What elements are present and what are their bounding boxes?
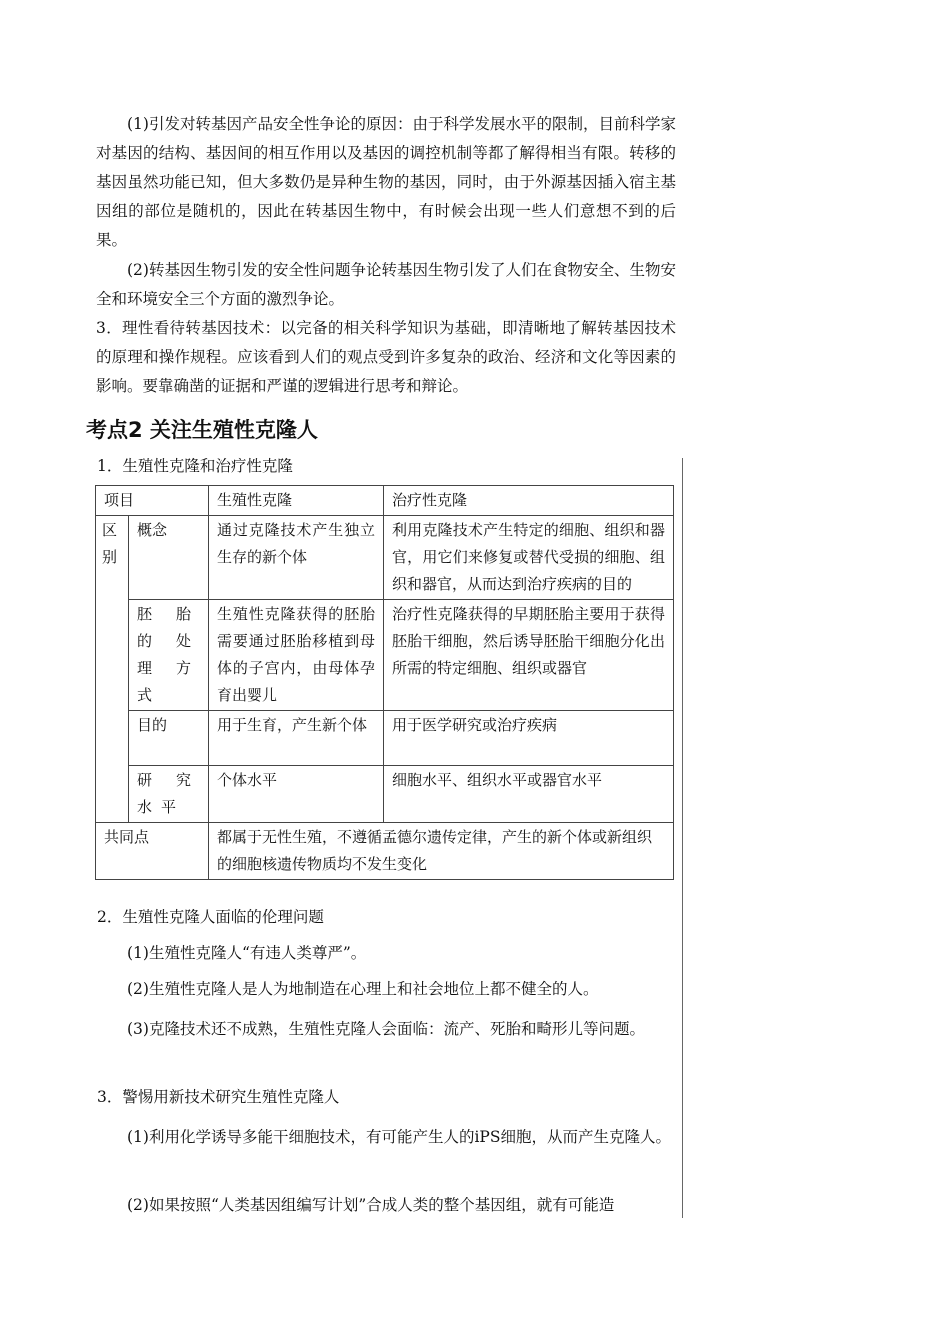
- cell-reproductive: 通过克隆技术产生独立生存的新个体: [209, 516, 384, 600]
- cell-therapeutic: 细胞水平、组织水平或器官水平: [384, 766, 674, 823]
- row-label: 研究水平: [129, 766, 209, 823]
- subheading-ethics: 2．生殖性克隆人面临的伦理问题: [97, 908, 324, 926]
- header-therapeutic: 治疗性克隆: [384, 486, 674, 516]
- header-reproductive: 生殖性克隆: [209, 486, 384, 516]
- subheading-clone-types: 1．生殖性克隆和治疗性克隆: [97, 457, 293, 475]
- ethics-item: (1)生殖性克隆人“有违人类尊严”。: [127, 944, 367, 962]
- common-label: 共同点: [96, 823, 209, 880]
- cell-therapeutic: 用于医学研究或治疗疾病: [384, 711, 674, 766]
- warning-item: (1)利用化学诱导多能干细胞技术，有可能产生人的iPS细胞，从而产生克隆人。: [127, 1128, 671, 1146]
- paragraph-safety-debate: (2)转基因生物引发的安全性问题争论转基因生物引发了人们在食物安全、生物安全和环境安全三个方面的激烈争论。: [96, 261, 676, 308]
- row-label: 胚胎的处理方式: [129, 600, 209, 711]
- row-label: 概念: [129, 516, 209, 600]
- comparison-table: [95, 485, 674, 880]
- cell-therapeutic: 治疗性克隆获得的早期胚胎主要用于获得胚胎干细胞，然后诱导胚胎干细胞分化出所需的特定细胞、组织或器官: [384, 600, 674, 711]
- ethics-item: (3)克隆技术还不成熟，生殖性克隆人会面临：流产、死胎和畸形儿等问题。: [127, 1020, 645, 1038]
- section-heading: 考点2 关注生殖性克隆人: [86, 418, 318, 442]
- margin-rule: [682, 458, 683, 1218]
- table-row: [96, 600, 674, 711]
- header-item: 项目: [96, 486, 209, 516]
- table-row: [96, 516, 674, 600]
- warning-item: (2)如果按照“人类基因组编写计划”合成人类的整个基因组，就有可能造: [127, 1196, 615, 1214]
- cell-reproductive: 用于生育，产生新个体: [209, 711, 384, 766]
- table-row: [96, 766, 674, 823]
- paragraph-safety-cause: (1)引发对转基因产品安全性争论的原因：由于科学发展水平的限制，目前科学家对基因的结构、基因间的相互作用以及基因的调控机制等都了解得相当有限。转移的基因虽然功能已知，但大多数仍是异种生物的基因，同时，由于外源基因插入宿主基因组的部位是随机的，因此在转基因生物中，有时候会出现一些人们意想不到的后果。: [96, 115, 676, 249]
- common-cell: 都属于无性生殖，不遵循孟德尔遗传定律，产生的新个体或新组织的细胞核遗传物质均不发生变化: [209, 823, 674, 880]
- ethics-item: (2)生殖性克隆人是人为地制造在心理上和社会地位上都不健全的人。: [127, 980, 599, 998]
- table-row: [96, 823, 674, 880]
- row-label: 目的: [129, 711, 209, 766]
- cell-reproductive: 个体水平: [209, 766, 384, 823]
- table-header-row: [96, 486, 674, 516]
- diff-label: 区别: [96, 516, 129, 823]
- cell-therapeutic: 利用克隆技术产生特定的细胞、组织和器官，用它们来修复或替代受损的细胞、组织和器官，从而达到治疗疾病的目的: [384, 516, 674, 600]
- cell-reproductive: 生殖性克隆获得的胚胎需要通过胚胎移植到母体的子宫内，由母体孕育出婴儿: [209, 600, 384, 711]
- table-row: [96, 711, 674, 766]
- paragraph-rational-view: 3．理性看待转基因技术：以完备的相关科学知识为基础，即清晰地了解转基因技术的原理和操作规程。应该看到人们的观点受到许多复杂的政治、经济和文化等因素的影响。要靠确凿的证据和严谨的逻辑进行思考和辩论。: [96, 319, 676, 395]
- subheading-warning: 3．警惕用新技术研究生殖性克隆人: [97, 1088, 340, 1106]
